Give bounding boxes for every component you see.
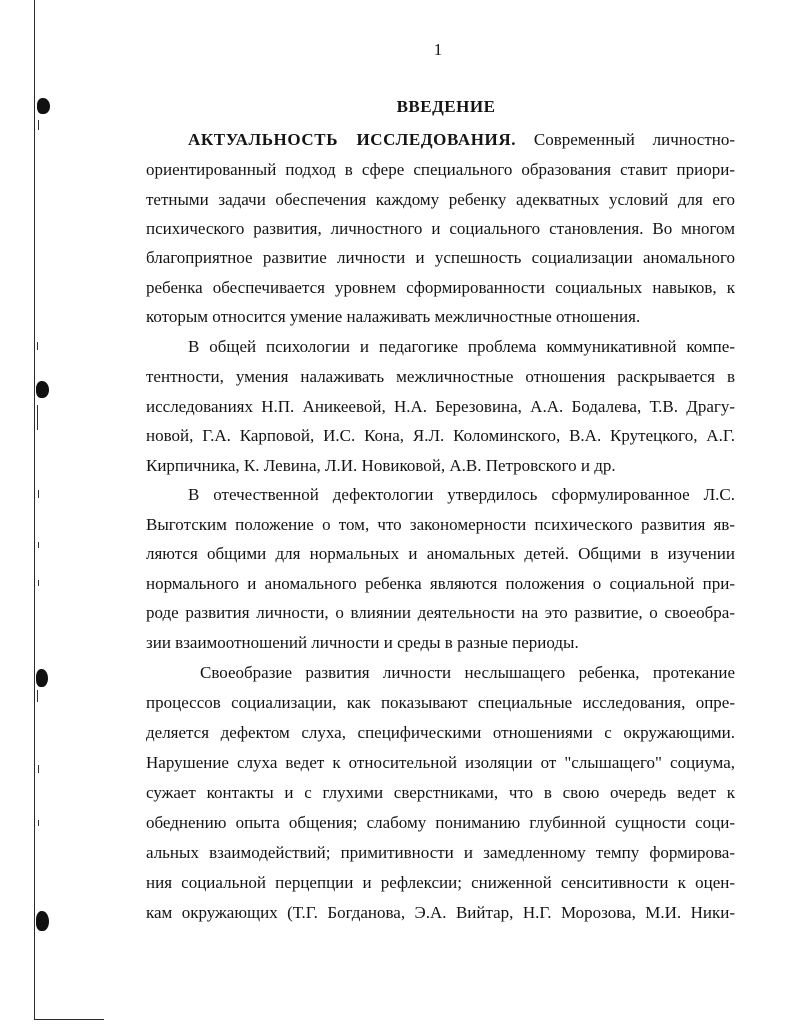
scan-margin-tick <box>38 490 39 498</box>
paragraph-line: ляются общими для нормальных и аномальных детей. Общими в изучении <box>146 544 735 563</box>
paragraph-line: которым относится умение налаживать межличностные отношения. <box>146 307 641 326</box>
paragraph-line: зии взаимоотношений личности и среды в разные периоды. <box>146 633 579 652</box>
paragraph-line: исследованиях Н.П. Аникеевой, Н.А. Березовина, А.А. Бодалева, Т.В. Драгу- <box>146 397 735 416</box>
paragraph-line: Кирпичника, К. Левина, Л.И. Новиковой, А.В. Петровского и др. <box>146 456 616 475</box>
binding-hole-mark <box>36 669 48 687</box>
paragraph-line: тентности, умения налаживать межличностные отношения раскрывается в <box>146 367 735 386</box>
paragraph-line: роде развития личности, о влиянии деятельности на это развитие, о своеобра- <box>146 603 735 622</box>
binding-hole-mark <box>37 98 50 114</box>
paragraph-line: сужает контакты и с глухими сверстниками, что в свою очередь ведет к <box>146 783 735 802</box>
binding-hole-mark <box>36 911 49 931</box>
paragraph-line: В общей психологии и педагогике проблема коммуникативной компе- <box>188 337 735 356</box>
paragraph-line: кам окружающих (Т.Г. Богданова, Э.А. Вийтар, Н.Г. Морозова, М.И. Ники- <box>146 903 735 922</box>
paragraph-line: Нарушение слуха ведет к относительной изоляции от "слышащего" социума, <box>146 753 735 772</box>
paragraph-line: деляется дефектом слуха, специфическими отношениями с окружающими. <box>146 723 735 742</box>
paragraph-line: нормального и аномального ребенка являются положения о социальной при- <box>146 574 735 593</box>
paragraph-line: обеднению опыта общения; слабому пониманию глубинной сущности соци- <box>146 813 735 832</box>
paragraph-line: ния социальной перцепции и рефлексии; сниженной сенситивности к оцен- <box>146 873 735 892</box>
paragraph-line: ориентированный подход в сфере специального образования ставит приори- <box>146 160 735 179</box>
paragraph-line <box>188 130 735 160</box>
scan-margin-tick <box>37 405 38 430</box>
scan-margin-tick <box>38 542 39 548</box>
scan-margin-tick <box>37 342 38 350</box>
scan-margin-tick <box>38 120 39 130</box>
paragraph-line: Выготским положение о том, что закономерности психического развития яв- <box>146 515 735 534</box>
scan-margin-tick <box>38 820 39 826</box>
binding-hole-mark <box>36 381 49 398</box>
paragraph-line: новой, Г.А. Карповой, И.С. Кона, Я.Л. Коломинского, В.А. Крутецкого, А.Г. <box>146 426 735 445</box>
paragraph-text: Современный личностно- <box>533 130 736 149</box>
paragraph-line: тетными задачи обеспечения каждому ребенку адекватных условий для его <box>146 190 735 209</box>
paragraph-line: благоприятное развитие личности и успешность социализации аномального <box>146 248 735 267</box>
section-lead-heading: АКТУАЛЬНОСТЬ ИССЛЕДОВАНИЯ. <box>188 130 517 149</box>
scan-margin-tick <box>38 765 39 773</box>
paragraph-line: Своеобразие развития личности неслышащего ребенка, протекание <box>200 663 735 682</box>
paragraph-line: психического развития, личностного и социального становления. Во многом <box>146 219 735 238</box>
scan-margin-tick <box>38 580 39 586</box>
paragraph-line: В отечественной дефектологии утвердилось сформулированное Л.С. <box>188 485 735 504</box>
page-title: ВВЕДЕНИЕ <box>396 97 496 116</box>
paragraph-line: ребенка обеспечивается уровнем сформированности социальных навыков, к <box>146 278 735 297</box>
scan-bottom-edge-line <box>34 1019 104 1020</box>
page-number: 1 <box>433 40 443 59</box>
paragraph-line: процессов социализации, как показывают специальные исследования, опре- <box>146 693 735 712</box>
paragraph-line: альных взаимодействий; примитивности и замедленному темпу формирова- <box>146 843 735 862</box>
scan-left-edge-line <box>34 0 35 1020</box>
scan-margin-tick <box>37 690 38 702</box>
